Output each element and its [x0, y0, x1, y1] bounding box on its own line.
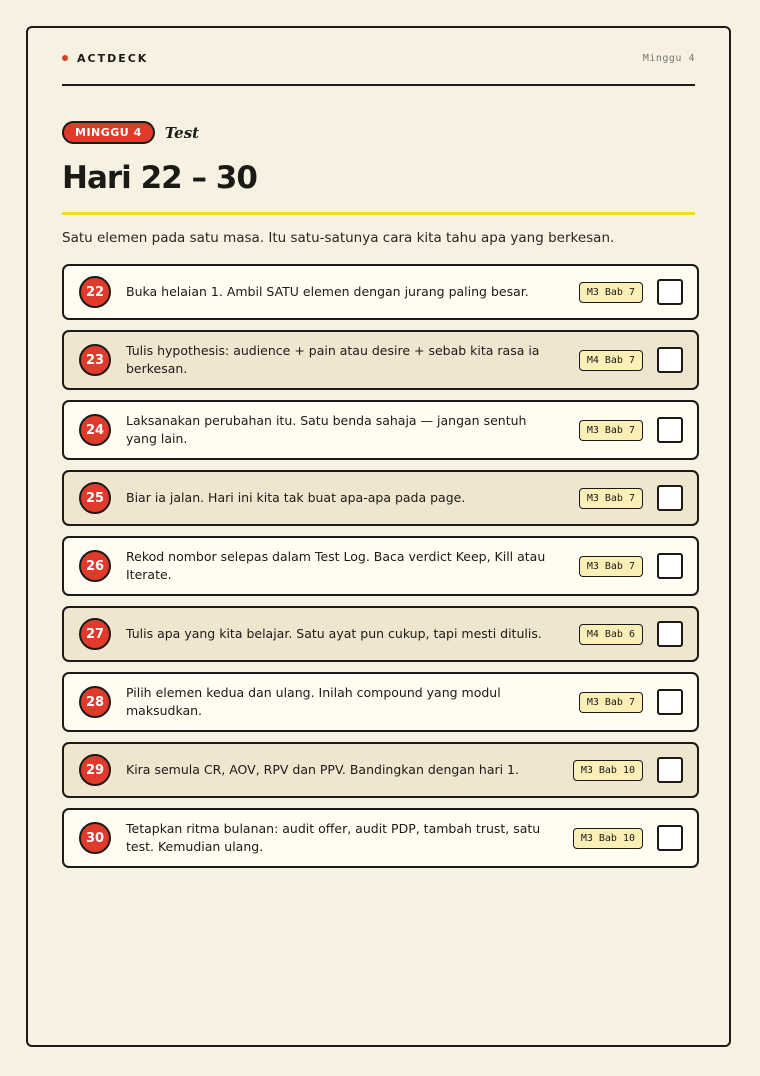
page-title: Hari 22 – 30 — [62, 160, 257, 196]
day-number-badge: 22 — [79, 276, 111, 308]
day-number-badge: 25 — [79, 482, 111, 514]
day-number-badge: 23 — [79, 344, 111, 376]
task-checkbox[interactable] — [657, 825, 683, 851]
week-reference: Minggu 4 — [642, 52, 695, 64]
task-row — [62, 264, 699, 320]
intro-text: Satu elemen pada satu masa. Itu satu-satunya cara kita tahu apa yang berkesan. — [62, 230, 615, 246]
task-checkbox[interactable] — [657, 689, 683, 715]
week-pill: MINGGU 4 — [62, 121, 155, 144]
task-checkbox[interactable] — [657, 417, 683, 443]
task-row — [62, 470, 699, 526]
task-text: Pilih elemen kedua dan ulang. Inilah compound yang modul maksudkan. — [126, 685, 501, 718]
header-bar — [62, 28, 695, 86]
module-reference-tag: M3 Bab 7 — [579, 488, 643, 509]
task-row — [62, 606, 699, 662]
page-card — [26, 26, 731, 1047]
task-text: Rekod nombor selepas dalam Test Log. Baca verdict Keep, Kill atau Iterate. — [126, 549, 546, 582]
module-reference-tag: M3 Bab 7 — [579, 556, 643, 577]
task-text: Tulis apa yang kita belajar. Satu ayat pun cukup, tapi mesti ditulis. — [126, 626, 542, 641]
task-text: Kira semula CR, AOV, RPV dan PPV. Bandingkan dengan hari 1. — [126, 762, 519, 777]
module-reference-tag: M3 Bab 7 — [579, 692, 643, 713]
day-number-badge: 28 — [79, 686, 111, 718]
brand-name: ACTDECK — [77, 51, 149, 65]
day-number-badge: 24 — [79, 414, 111, 446]
task-checkbox[interactable] — [657, 347, 683, 373]
task-text: Biar ia jalan. Hari ini kita tak buat apa-apa pada page. — [126, 490, 466, 505]
task-checkbox[interactable] — [657, 485, 683, 511]
title-underline — [62, 212, 695, 215]
task-checkbox[interactable] — [657, 553, 683, 579]
section-tag: Test — [164, 123, 200, 142]
module-reference-tag: M4 Bab 7 — [579, 350, 643, 371]
day-number-badge: 26 — [79, 550, 111, 582]
task-row — [62, 742, 699, 798]
task-checkbox[interactable] — [657, 621, 683, 647]
module-reference-tag: M3 Bab 7 — [579, 282, 643, 303]
module-reference-tag: M4 Bab 6 — [579, 624, 643, 645]
task-checkbox[interactable] — [657, 757, 683, 783]
day-number-badge: 27 — [79, 618, 111, 650]
task-row — [62, 400, 699, 460]
brand — [62, 52, 148, 65]
task-text: Buka helaian 1. Ambil SATU elemen dengan jurang paling besar. — [126, 284, 529, 299]
task-row — [62, 808, 699, 868]
task-text: Tulis hypothesis: audience + pain atau desire + sebab kita rasa ia berkesan. — [126, 343, 540, 376]
module-reference-tag: M3 Bab 7 — [579, 420, 643, 441]
task-text: Tetapkan ritma bulanan: audit offer, audit PDP, tambah trust, satu test. Kemudian ulang. — [126, 821, 541, 854]
task-row — [62, 330, 699, 390]
page-content — [62, 28, 695, 878]
day-number-badge: 30 — [79, 822, 111, 854]
day-number-badge: 29 — [79, 754, 111, 786]
task-row — [62, 536, 699, 596]
task-text: Laksanakan perubahan itu. Satu benda sahaja — jangan sentuh yang lain. — [126, 413, 527, 446]
task-checkbox[interactable] — [657, 279, 683, 305]
task-list — [62, 264, 695, 868]
task-row — [62, 672, 699, 732]
section-tags — [62, 121, 695, 144]
module-reference-tag: M3 Bab 10 — [573, 828, 643, 849]
module-reference-tag: M3 Bab 10 — [573, 760, 643, 781]
brand-dot-icon — [62, 55, 68, 61]
